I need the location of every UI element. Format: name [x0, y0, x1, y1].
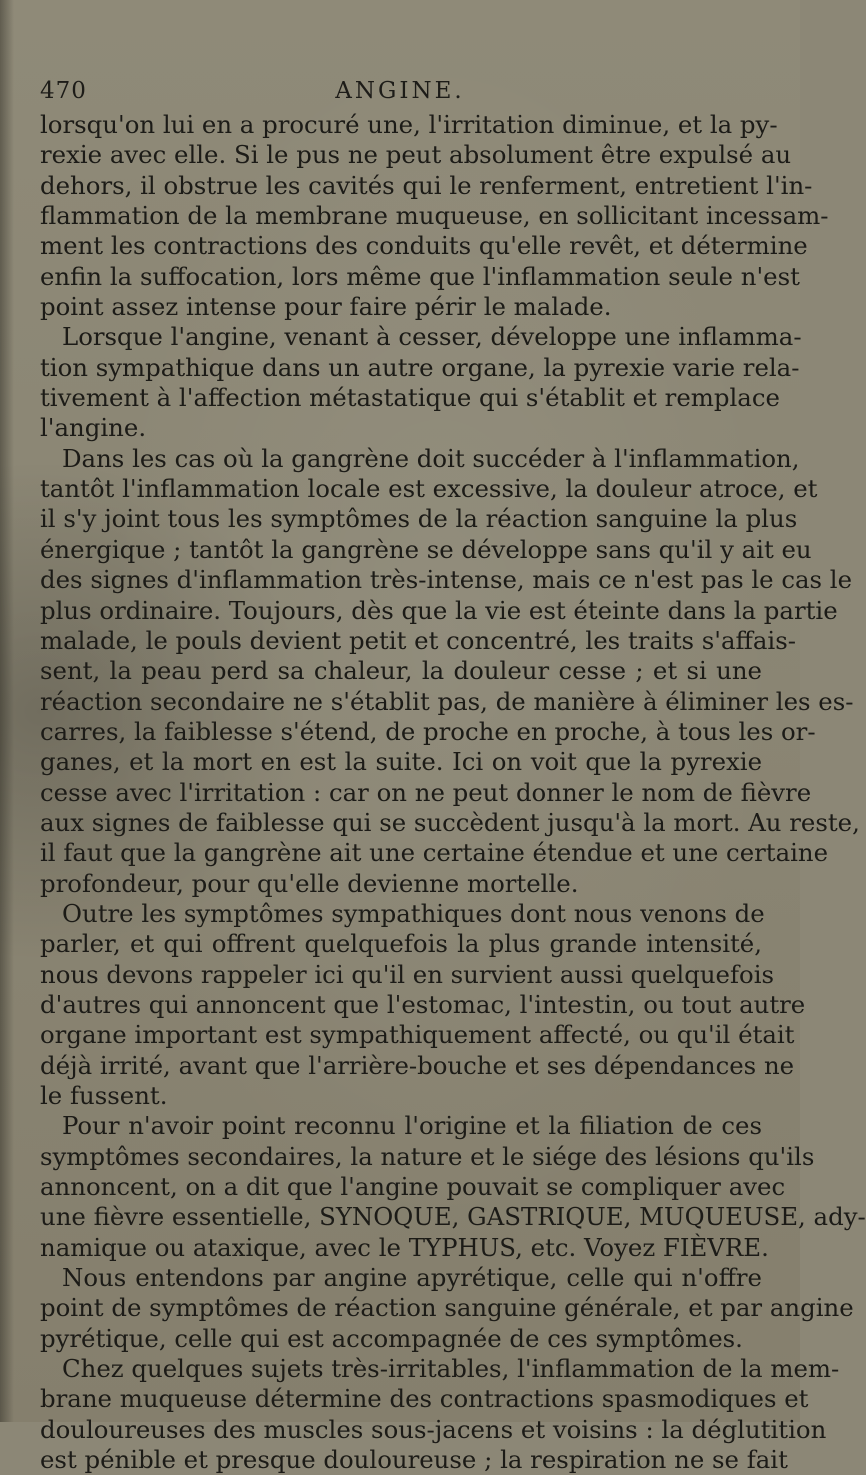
text-line: des signes d'inflammation très-intense, mais ce n'est pas le cas le [40, 565, 853, 595]
text-line: l'angine. [40, 413, 147, 443]
text-line: il faut que la gangrène ait une certaine étendue et une certaine [40, 838, 829, 868]
text-line: il s'y joint tous les symptômes de la réaction sanguine la plus [40, 504, 798, 534]
page-header [40, 78, 760, 112]
text-line: Pour n'avoir point reconnu l'origine et la filiation de ces [62, 1111, 762, 1141]
text-line: dehors, il obstrue les cavités qui le renferment, entretient l'in- [40, 170, 813, 200]
text-line: Chez quelques sujets très-irritables, l'inflammation de la mem- [62, 1354, 840, 1384]
text-line: ment les contractions des conduits qu'elle revêt, et détermine [40, 231, 808, 261]
text-line: Outre les symptômes sympathiques dont nous venons de [62, 898, 765, 928]
text-line: Dans les cas où la gangrène doit succéder à l'inflammation, [62, 443, 800, 473]
text-line: déjà irrité, avant que l'arrière-bouche et ses dépendances ne [40, 1050, 795, 1080]
text-line: tion sympathique dans un autre organe, la pyrexie varie rela- [40, 352, 800, 382]
text-line: parler, et qui offrent quelquefois la plus grande intensité, [40, 929, 762, 959]
text-line: réaction secondaire ne s'établit pas, de manière à éliminer les es- [40, 686, 854, 716]
text-line: d'autres qui annoncent que l'estomac, l'intestin, ou tout autre [40, 989, 806, 1019]
body-text [40, 110, 866, 1475]
text-line: Lorsque l'angine, venant à cesser, développe une inflamma- [62, 322, 802, 352]
text-line: profondeur, pour qu'elle devienne mortelle. [40, 868, 579, 898]
text-line: rexie avec elle. Si le pus ne peut absolument être expulsé au [40, 140, 792, 170]
text-line: enfin la suffocation, lors même que l'inflammation seule n'est [40, 261, 800, 291]
text-line: lorsqu'on lui en a procuré une, l'irritation diminue, et la py- [40, 110, 778, 139]
text-line: aux signes de faiblesse qui se succèdent jusqu'à la mort. Au reste, [40, 807, 860, 837]
text-line: symptômes secondaires, la nature et le siége des lésions qu'ils [40, 1141, 815, 1171]
text-line: ganes, et la mort en est la suite. Ici on voit que la pyrexie [40, 747, 762, 777]
text-line: nous devons rappeler ici qu'il en survient aussi quelquefois [40, 959, 775, 989]
text-line: une fièvre essentielle, SYNOQUE, GASTRIQUE, MUQUEUSE, ady- [40, 1202, 866, 1232]
text-line: plus ordinaire. Toujours, dès que la vie est éteinte dans la partie [40, 595, 838, 625]
text-line: flammation de la membrane muqueuse, en sollicitant incessam- [40, 201, 829, 231]
gutter-shadow [0, 0, 14, 1422]
text-line: brane muqueuse détermine des contractions spasmodiques et [40, 1384, 809, 1414]
running-title: ANGINE. [335, 78, 465, 104]
text-line: tivement à l'affection métastatique qui s'établit et remplace [40, 383, 780, 413]
page-number: 470 [40, 78, 87, 104]
text-line: est pénible et presque douloureuse ; la respiration ne se fait [40, 1445, 788, 1475]
text-line: organe important est sympathiquement affecté, ou qu'il était [40, 1020, 795, 1050]
text-line: sent, la peau perd sa chaleur, la douleur cesse ; et si une [40, 656, 762, 686]
text-line: douloureuses des muscles sous-jacens et voisins : la déglutition [40, 1414, 827, 1444]
text-line: carres, la faiblesse s'étend, de proche en proche, à tous les or- [40, 716, 816, 746]
text-line: énergique ; tantôt la gangrène se développe sans qu'il y ait eu [40, 534, 812, 564]
text-line: tantôt l'inflammation locale est excessive, la douleur atroce, et [40, 474, 818, 504]
text-line: cesse avec l'irritation : car on ne peut donner le nom de fièvre [40, 777, 812, 807]
text-line: malade, le pouls devient petit et concentré, les traits s'affais- [40, 625, 796, 655]
text-line: pyrétique, celle qui est accompagnée de ces symptômes. [40, 1323, 743, 1353]
text-line: namique ou ataxique, avec le TYPHUS, etc. Voyez FIÈVRE. [40, 1232, 769, 1262]
text-line: le fussent. [40, 1081, 168, 1110]
text-line: Nous entendons par angine apyrétique, celle qui n'offre [62, 1263, 762, 1293]
text-line: annoncent, on a dit que l'angine pouvait se compliquer avec [40, 1172, 786, 1202]
text-line: point de symptômes de réaction sanguine générale, et par angine [40, 1293, 854, 1323]
text-line: point assez intense pour faire périr le malade. [40, 292, 612, 322]
